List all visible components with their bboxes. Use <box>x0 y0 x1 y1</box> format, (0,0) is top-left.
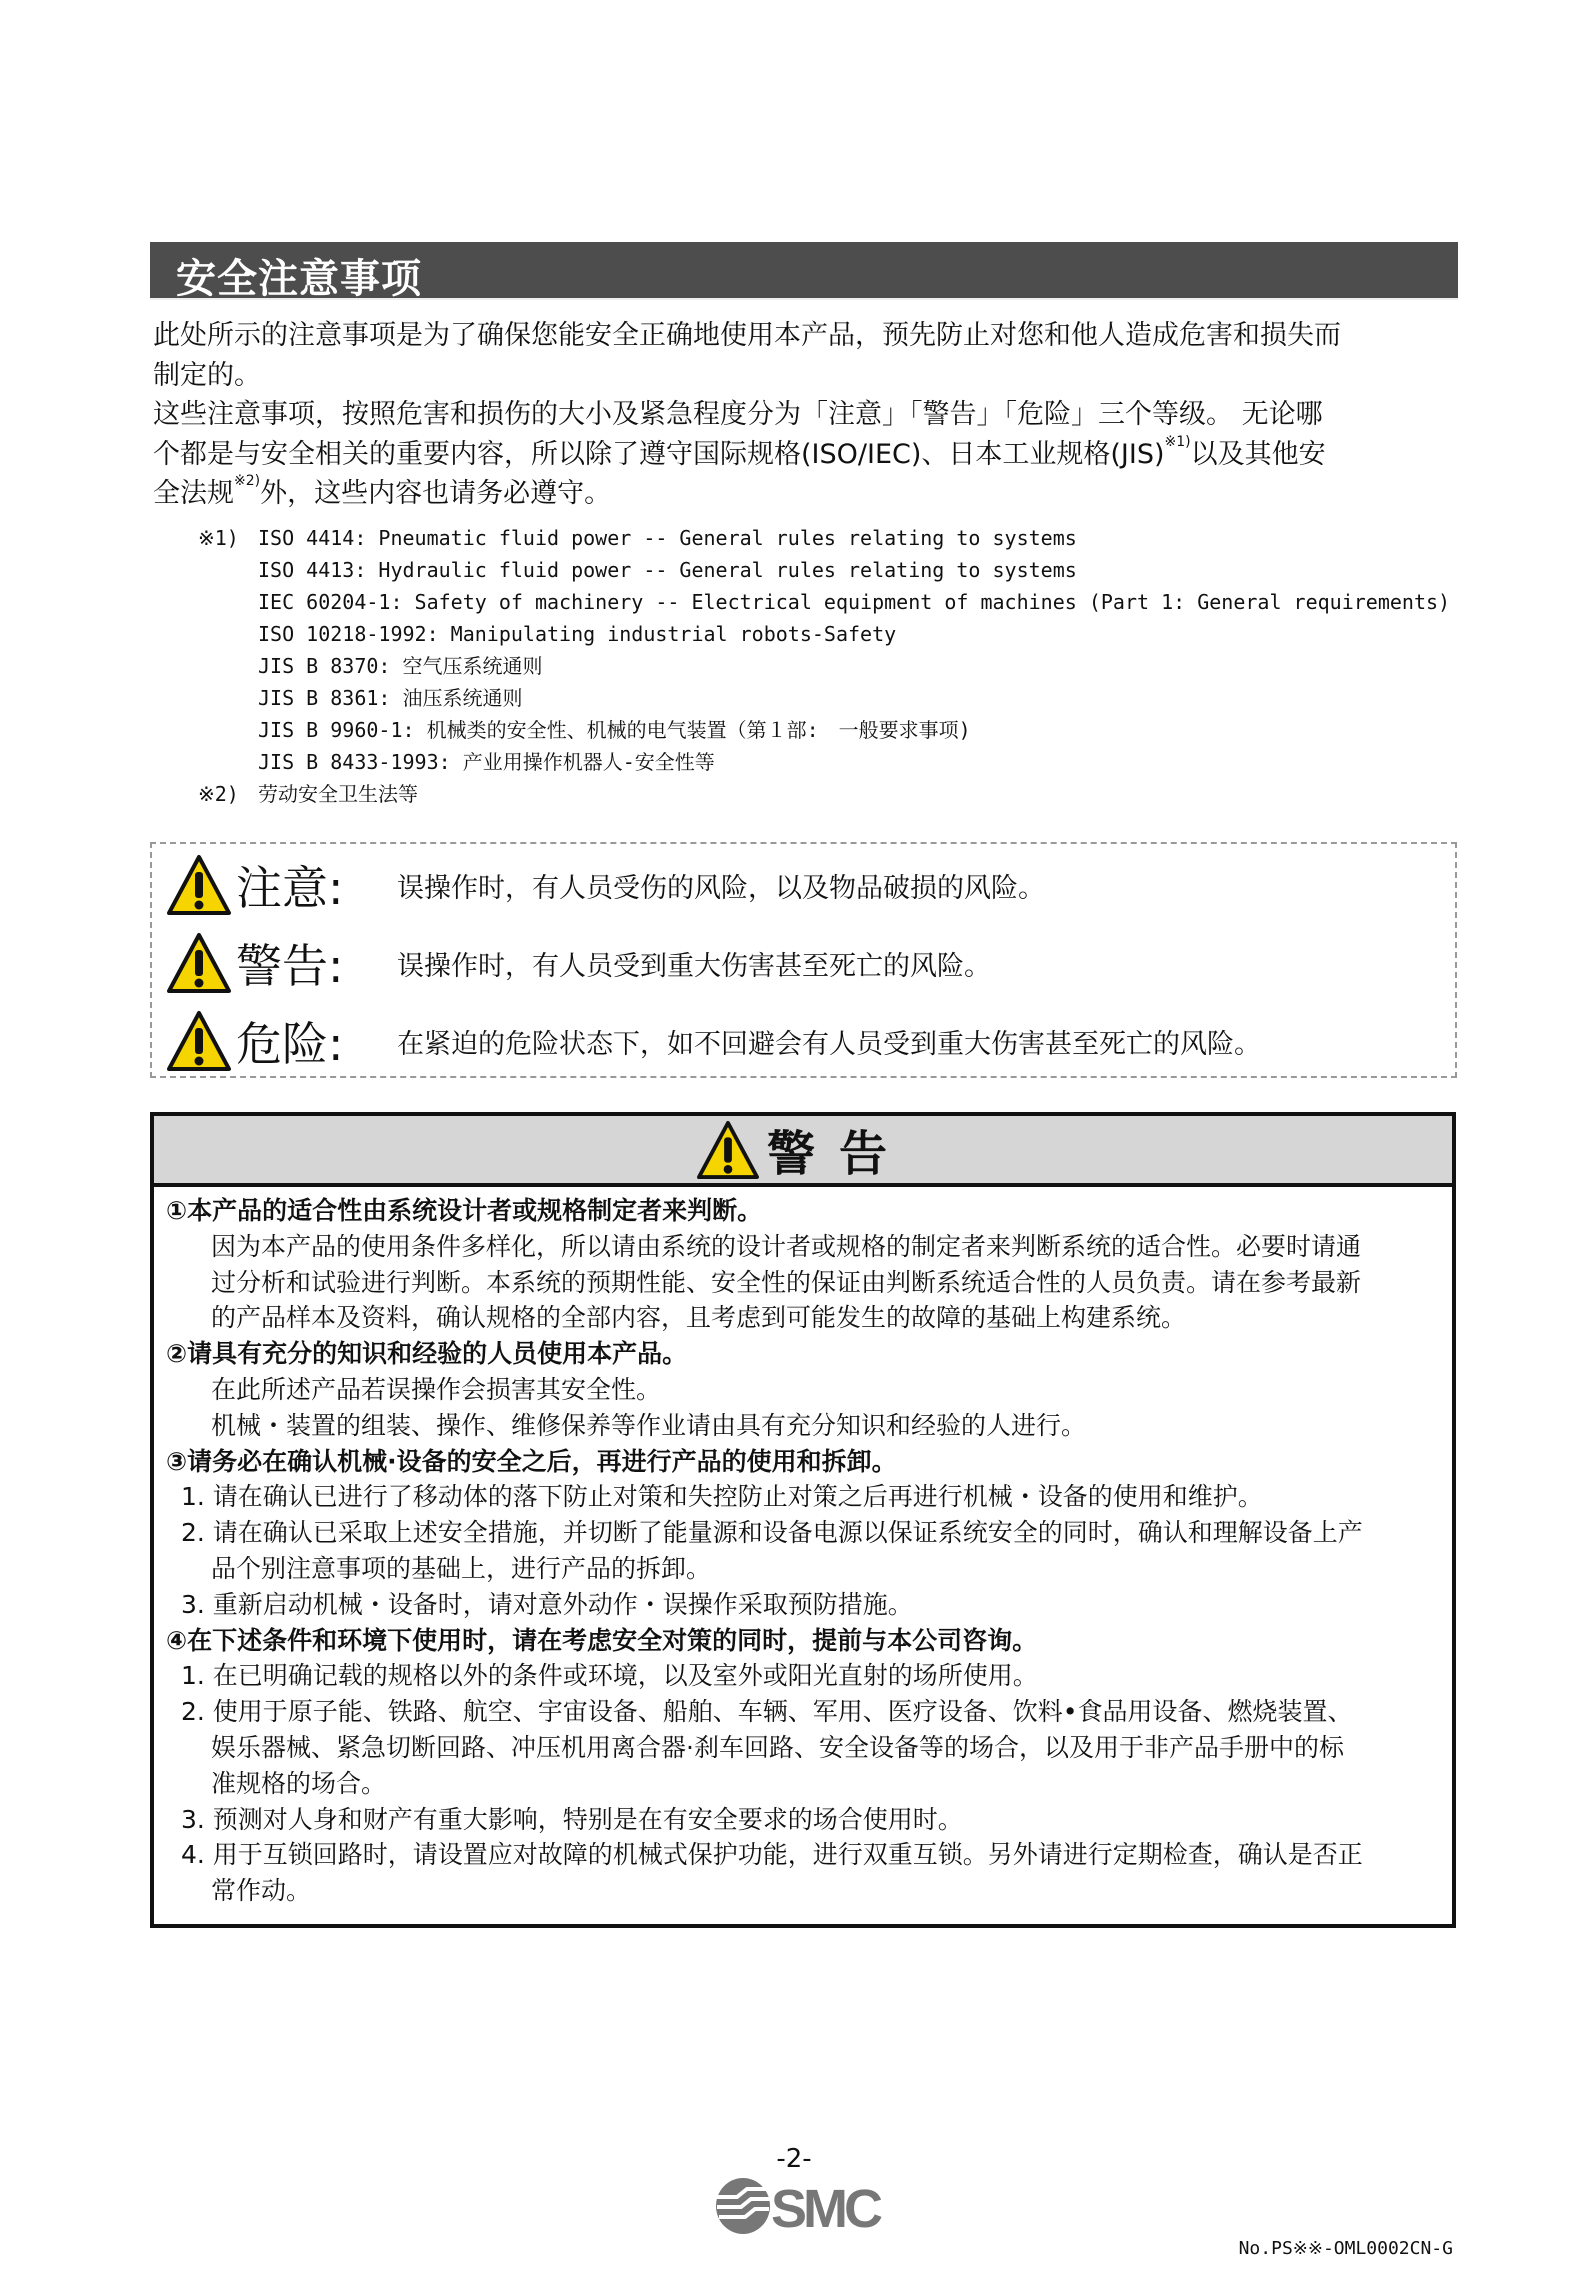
list-item: 3. 重新启动机械・设备时，请对意外动作・误操作采取预防措施。 <box>181 1589 913 1619</box>
section-heading: ④在下述条件和环境下使用时，请在考虑安全对策的同时，提前与本公司咨询。 <box>166 1625 1038 1655</box>
text-line: 在此所述产品若误操作会损害其安全性。 <box>211 1374 662 1404</box>
footnote-text: JIS B 8370: 空气压系统通则 <box>258 654 543 678</box>
intro-text: 以及其他安 <box>1190 438 1326 470</box>
intro-line: 此处所示的注意事项是为了确保您能安全正确地使用本产品，预先防止对您和他人造成危害和损失而 <box>153 320 1341 351</box>
hazard-danger <box>166 1006 1261 1076</box>
footnote-mark: ※1) <box>198 526 239 550</box>
warning-triangle-icon <box>166 854 232 916</box>
list-item-continued: 常作动。 <box>211 1876 312 1906</box>
footnote-text: JIS B 8433-1993: 产业用操作机器人-安全性等 <box>258 750 715 774</box>
footnote-mark <box>198 650 258 682</box>
hazard-description: 在紧迫的危险状态下，如不回避会有人员受到重大伤害甚至死亡的风险。 <box>397 1028 1261 1060</box>
footnote-mark <box>198 682 258 714</box>
footnote-mark <box>198 618 258 650</box>
footnote-mark <box>198 714 258 746</box>
hazard-label: 警告: <box>236 939 344 993</box>
footnote-ref: ※2) <box>234 473 261 489</box>
warning-title: 警告 <box>766 1126 911 1182</box>
intro-text: 个都是与安全相关的重要内容，所以除了遵守国际规格(ISO/IEC)、日本工业规格(JIS) <box>153 438 1165 470</box>
text-line: 机械・装置的组装、操作、维修保养等作业请由具有充分知识和经验的人进行。 <box>211 1410 1087 1440</box>
svg-text:SMC: SMC <box>771 2179 879 2237</box>
list-item: 1. 在已明确记载的规格以外的条件或环境，以及室外或阳光直射的场所使用。 <box>181 1661 1038 1691</box>
footnote-mark: ※2) <box>198 782 239 806</box>
footnote-line <box>198 746 1450 778</box>
footnotes <box>198 522 1450 810</box>
intro-line <box>153 435 1463 475</box>
hazard-warning <box>166 928 991 998</box>
warning-box <box>150 1112 1456 1928</box>
footnote-line <box>198 618 1450 650</box>
hazard-label: 危险: <box>236 1017 344 1071</box>
warning-header <box>154 1116 1452 1187</box>
warning-triangle-icon <box>166 932 232 994</box>
page-title: 安全注意事项 <box>176 256 422 302</box>
footnote-line <box>198 650 1450 682</box>
document-number: No.PS※※-OML0002CN-G <box>1238 2238 1453 2259</box>
smc-logo-icon <box>715 2175 895 2237</box>
warning-triangle-icon <box>166 1010 232 1072</box>
smc-logo <box>715 2175 895 2241</box>
hazard-description: 误操作时，有人员受伤的风险，以及物品破损的风险。 <box>397 872 1045 904</box>
footnote-line <box>198 714 1450 746</box>
list-item: 2. 使用于原子能、铁路、航空、宇宙设备、船舶、车辆、军用、医疗设备、饮料•食品用设备、燃烧装置、 <box>181 1697 1353 1727</box>
footnote-text: ISO 4413: Hydraulic fluid power -- General rules relating to systems <box>258 558 1077 582</box>
footnote-text: ISO 10218-1992: Manipulating industrial robots-Safety <box>258 622 897 646</box>
section-heading: ②请具有充分的知识和经验的人员使用本产品。 <box>166 1339 688 1369</box>
page-number: -2- <box>776 2144 812 2174</box>
text-line: 过分析和试验进行判断。本系统的预期性能、安全性的保证由判断系统适合性的人员负责。请在参考最新 <box>211 1267 1362 1297</box>
footnote-line <box>198 586 1450 618</box>
list-item: 3. 预测对人身和财产有重大影响，特别是在有安全要求的场合使用时。 <box>181 1804 963 1834</box>
footnote-mark <box>198 586 258 618</box>
intro-text: 全法规 <box>153 478 234 509</box>
intro-line: 这些注意事项，按照危害和损伤的大小及紧急程度分为「注意」「警告」「危险」三个等级。 无论哪 <box>153 399 1323 430</box>
text-line: 的产品样本及资料，确认规格的全部内容，且考虑到可能发生的故障的基础上构建系统。 <box>211 1303 1187 1333</box>
list-item: 4. 用于互锁回路时，请设置应对故障的机械式保护功能，进行双重互锁。另外请进行定期检查，确认是否正 <box>181 1840 1363 1870</box>
footnote-text: 劳动安全卫生法等 <box>258 782 418 806</box>
footnote-text: ISO 4414: Pneumatic fluid power -- General rules relating to systems <box>258 526 1077 550</box>
text-line: 因为本产品的使用条件多样化，所以请由系统的设计者或规格的制定者来判断系统的适合性。必要时请通 <box>211 1231 1362 1261</box>
warning-triangle-icon <box>695 1120 761 1180</box>
intro-paragraph <box>153 316 1463 514</box>
section-heading: ③请务必在确认机械·设备的安全之后，再进行产品的使用和拆卸。 <box>166 1446 897 1476</box>
list-item: 1. 请在确认已进行了移动体的落下防止对策和失控防止对策之后再进行机械・设备的使用和维护。 <box>181 1482 1263 1512</box>
footnote-mark <box>198 746 258 778</box>
hazard-levels-box <box>150 842 1457 1078</box>
intro-line: 制定的。 <box>153 359 261 391</box>
footnote-line <box>198 554 1450 586</box>
intro-text: 外，这些内容也请务必遵守。 <box>260 478 612 509</box>
footnote-text: IEC 60204-1: Safety of machinery -- Electrical equipment of machines (Part 1: General requirements) <box>258 590 1451 614</box>
list-item-continued: 品个别注意事项的基础上，进行产品的拆卸。 <box>211 1553 712 1583</box>
list-item-continued: 娱乐器械、紧急切断回路、冲压机用离合器·刹车回路、安全设备等的场合，以及用于非产品手册中的标 <box>211 1732 1344 1762</box>
section-title-bar <box>150 242 1458 300</box>
footnote-ref: ※1) <box>1164 433 1191 450</box>
list-item: 2. 请在确认已采取上述安全措施，并切断了能量源和设备电源以保证系统安全的同时，确认和理解设备上产 <box>181 1518 1363 1548</box>
footnote-mark <box>198 554 258 586</box>
hazard-description: 误操作时，有人员受到重大伤害甚至死亡的风险。 <box>397 950 991 982</box>
intro-line <box>153 474 1463 514</box>
footnote-text: JIS B 8361: 油压系统通则 <box>258 686 523 710</box>
list-item-continued: 准规格的场合。 <box>211 1768 387 1798</box>
hazard-label: 注意: <box>236 861 344 915</box>
footnote-line <box>198 778 1450 810</box>
footnote-line <box>198 522 1450 554</box>
hazard-caution <box>166 850 1045 920</box>
warning-body <box>154 1187 1452 1909</box>
footnote-text: JIS B 9960-1: 机械类的安全性、机械的电气装置（第１部: 一般要求事项) <box>258 718 971 742</box>
section-heading: ①本产品的适合性由系统设计者或规格制定者来判断。 <box>166 1196 763 1225</box>
footnote-line <box>198 682 1450 714</box>
